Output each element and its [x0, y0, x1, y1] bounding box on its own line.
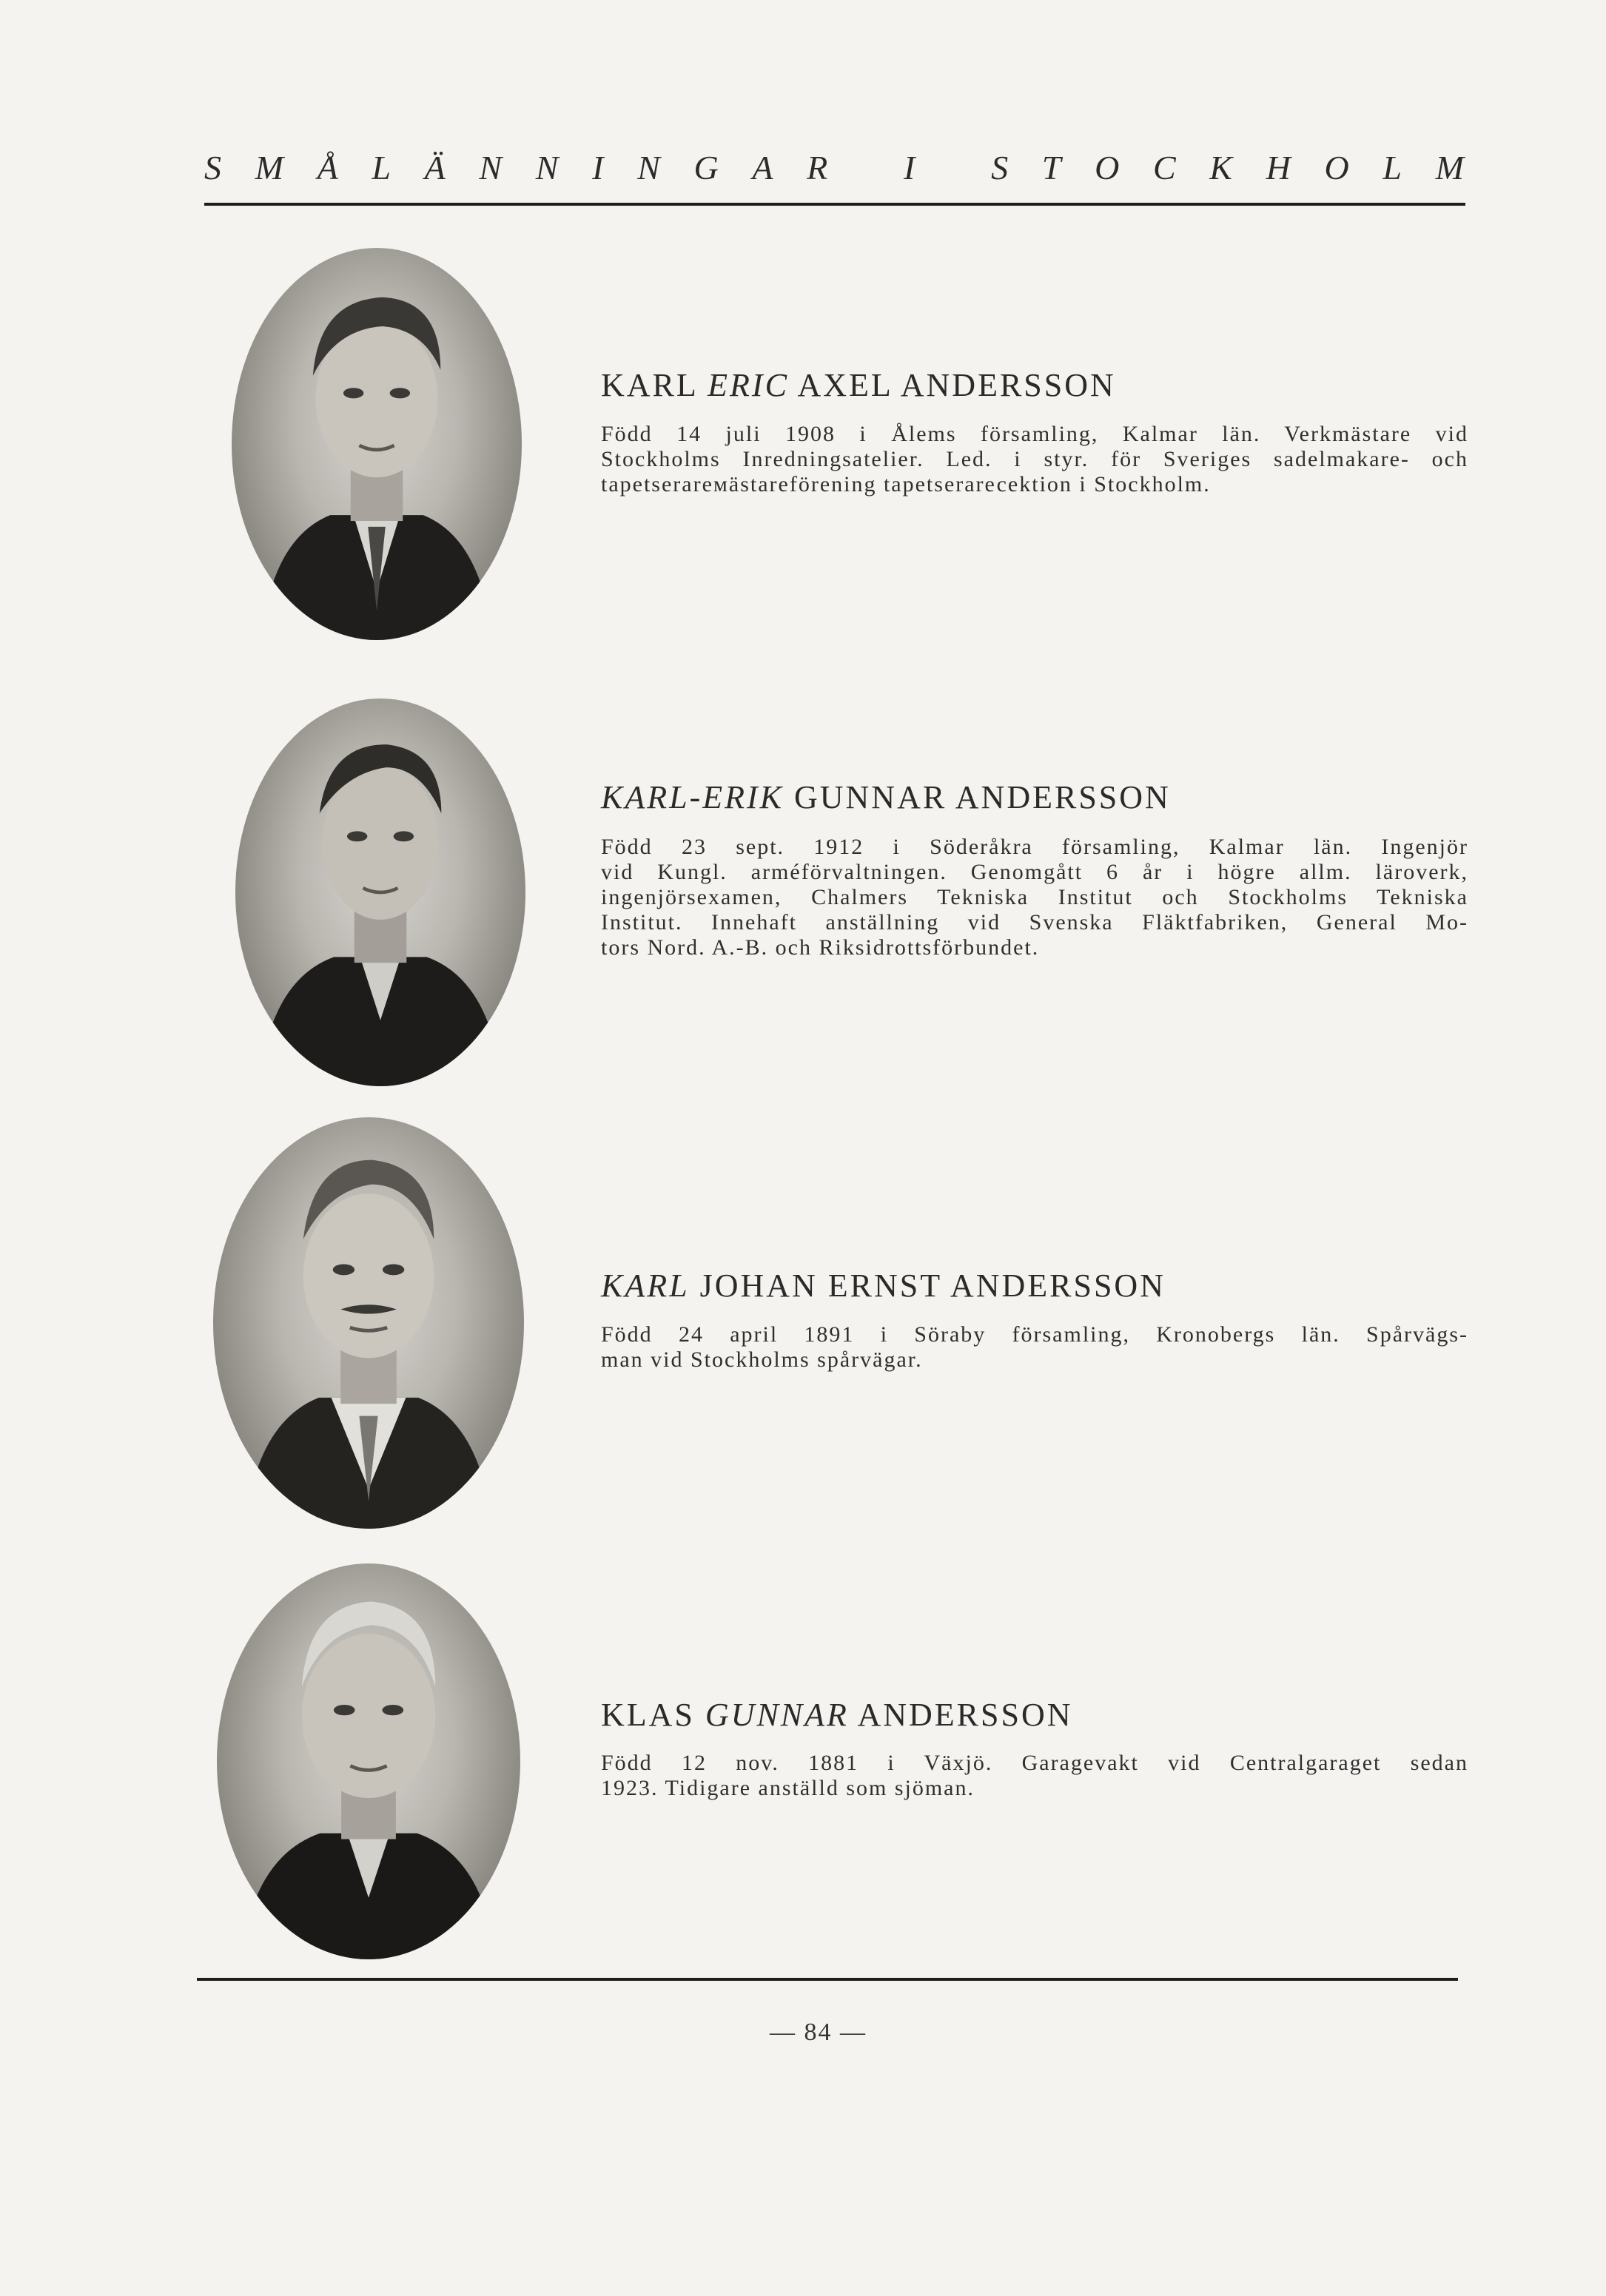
running-head-letter: N — [535, 149, 560, 186]
running-head-letter: T — [1041, 149, 1063, 186]
bio-line: vid Kungl. arméförvaltningen. Genomgått 6 år i högre allm. läroverk, — [601, 860, 1468, 884]
bio-line: man vid Stockholms spårvägar. — [601, 1347, 923, 1372]
bio-line: 1923. Tidigare anställd som sjöman. — [601, 1776, 975, 1800]
bio-line: ingenjörsexamen, Chalmers Tekniska Institut och Stockholms Tekniska — [601, 885, 1468, 909]
name-part: ANDERSSON — [848, 1697, 1073, 1733]
bio-line: Institut. Innehaft anställning vid Svenska Fläktfabriken, General Mo- — [601, 910, 1468, 935]
running-head-letter: S — [991, 149, 1010, 186]
person-name — [601, 778, 1171, 816]
portrait-silhouette — [217, 1563, 520, 1959]
running-head-letter: Ä — [424, 149, 447, 186]
bio-line: Född 24 april 1891 i Söraby församling, Kronobergs län. Spårvägs- — [601, 1322, 1468, 1347]
bio-line: tors Nord. A.-B. och Riksidrottsförbundet. — [601, 935, 1040, 960]
person-name — [601, 1267, 1166, 1304]
name-part: AXEL ANDERSSON — [788, 367, 1116, 403]
name-part-italic: KARL-ERIK — [601, 779, 784, 815]
running-head-gap — [861, 148, 872, 187]
bio-line: Född 14 juli 1908 i Ålems församling, Kalmar län. Verkmästare vid — [601, 422, 1468, 446]
portrait-photo — [232, 248, 522, 640]
running-head-letter: N — [637, 149, 662, 186]
biography — [601, 835, 1468, 960]
header-rule — [204, 203, 1465, 206]
biography — [601, 1322, 1468, 1373]
name-part-italic: ERIC — [708, 367, 789, 403]
running-head-letter: I — [904, 149, 917, 186]
biography — [601, 1751, 1468, 1801]
running-head-letter: H — [1266, 149, 1292, 186]
running-head-letter: R — [807, 149, 830, 186]
name-part: GUNNAR ANDERSSON — [783, 779, 1171, 815]
running-head-letter: O — [1324, 149, 1351, 186]
running-head-letter: L — [372, 149, 392, 186]
name-part: JOHAN ERNST ANDERSSON — [689, 1267, 1166, 1304]
person-name — [601, 366, 1116, 404]
running-head — [204, 148, 1465, 187]
biography — [601, 422, 1468, 497]
name-part-italic: GUNNAR — [705, 1697, 849, 1733]
running-head-letter: S — [204, 149, 223, 186]
portrait-photo — [235, 698, 525, 1086]
running-head-letter: L — [1382, 149, 1404, 186]
name-part: KLAS — [601, 1697, 705, 1733]
running-head-gap — [949, 148, 959, 187]
bio-line: Född 12 nov. 1881 i Växjö. Garagevakt vid Centralgaraget sedan — [601, 1751, 1468, 1775]
running-head-letter: K — [1209, 149, 1234, 186]
running-head-letter: G — [693, 149, 720, 186]
portrait-photo — [217, 1563, 520, 1959]
bio-line: tapetserarемästareförening tapetserarесektion i Stockholm. — [601, 472, 1211, 496]
running-head-letter: Å — [317, 149, 340, 186]
running-head-letter: I — [592, 149, 605, 186]
bio-line: Född 23 sept. 1912 i Söderåkra församling, Kalmar län. Ingenjör — [601, 835, 1468, 859]
footer-rule — [197, 1978, 1458, 1981]
running-head-letter: C — [1152, 149, 1177, 186]
page-number: — 84 — — [770, 2019, 867, 2046]
running-head-letter: M — [255, 149, 285, 186]
bio-line: Stockholms Inredningsatelier. Led. i styr. för Sveriges sadelmakare- och — [601, 447, 1468, 471]
name-part-italic: KARL — [601, 1267, 690, 1304]
running-head-letter: N — [479, 149, 504, 186]
portrait-photo — [213, 1117, 524, 1529]
person-name — [601, 1696, 1073, 1734]
running-head-letter: A — [752, 149, 775, 186]
name-part: KARL — [601, 367, 708, 403]
portrait-silhouette — [213, 1117, 524, 1529]
portrait-silhouette — [235, 698, 525, 1086]
running-head-letter: O — [1095, 149, 1121, 186]
portrait-silhouette — [232, 248, 522, 640]
running-head-letter: M — [1435, 149, 1465, 186]
